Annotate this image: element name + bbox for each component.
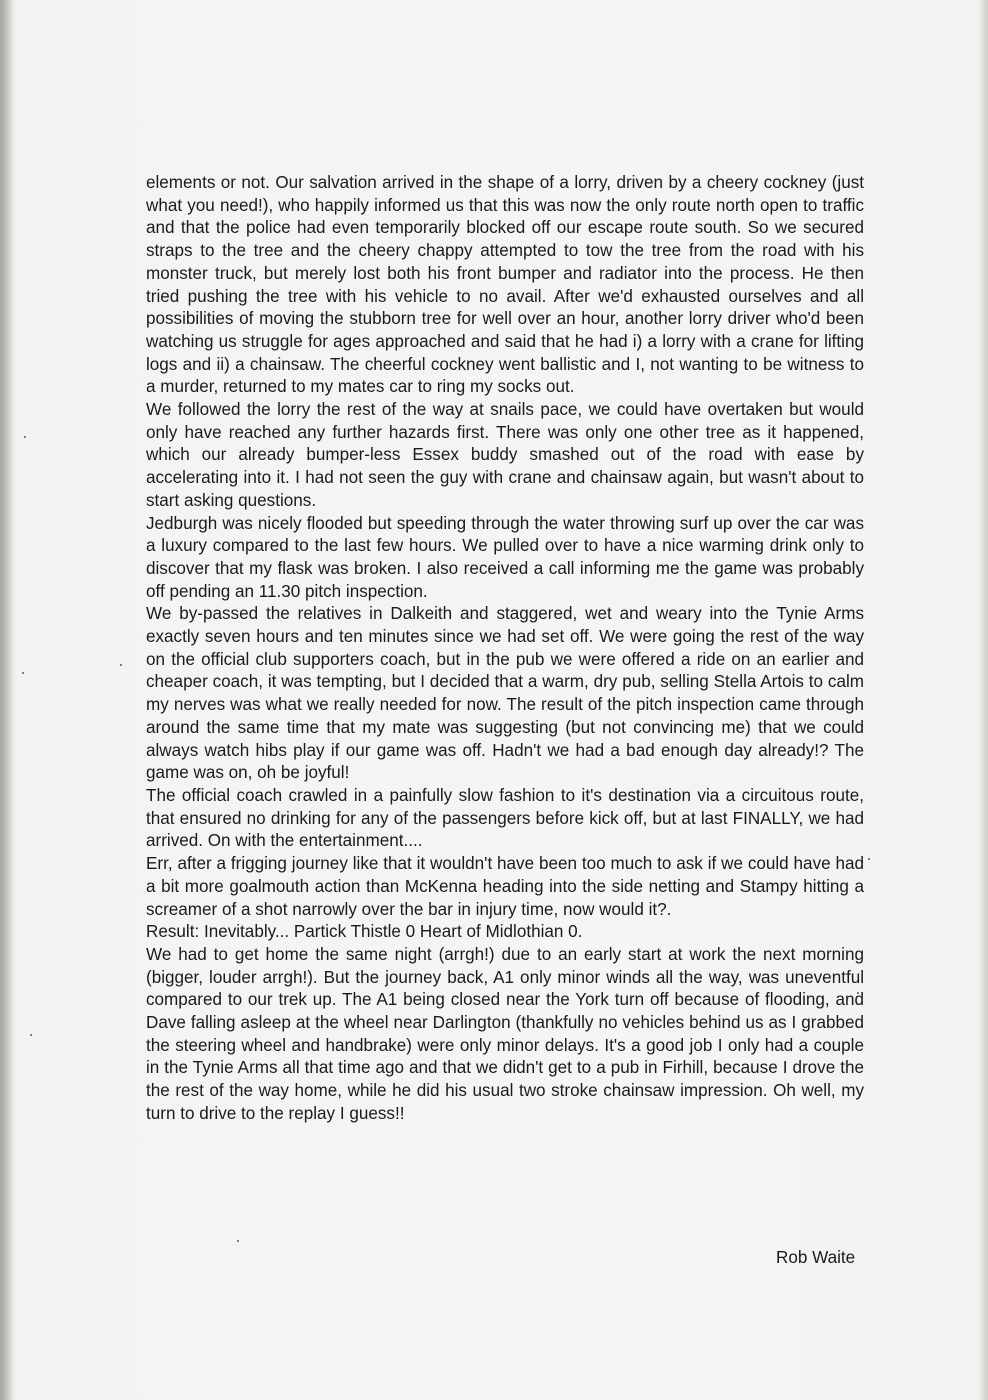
binding-shadow	[0, 0, 14, 1400]
paragraph: Jedburgh was nicely flooded but speeding through the water throwing surf up over the car was a luxury compared to the last few hours. We pulled over to have a nice warming drink only to discover that my flask was broken. I also received a call informing me the game was probably off pending an 11.30 pitch inspection.	[146, 513, 864, 601]
paragraph: elements or not. Our salvation arrived in the shape of a lorry, driven by a cheery cockney (just what you need!), who happily informed us that this was now the only route north open to traffic and that the police had even temporarily blocked off our escape route south. So we secured straps to the tree and the cheery chappy attempted to tow the tree from the road with his monster truck, but merely lost both his front bumper and radiator into the process. He then tried pushing the tree with his vehicle to no avail. After we'd exhausted ourselves and all possibilities of moving the stubborn tree for well over an hour, another lorry driver who'd been watching us struggle for ages approached and said that he had i) a lorry with a crane for lifting logs and ii) a chainsaw. The cheerful cockney went ballistic and I, not wanting to be witness to a murder, returned to my mates car to ring my socks out.	[146, 173, 864, 397]
speck	[30, 1034, 32, 1036]
paragraph: We followed the lorry the rest of the way at snails pace, we could have overtaken but would only have reached any further hazards first. There was only one other tree as it happened, which our already bumper-less Essex buddy smashed out of the road with ease by accelerating into it. I had not seen the guy with crane and chainsaw again, but wasn't about to start asking questions.	[146, 400, 864, 510]
paragraph: We had to get home the same night (arrgh!) due to an early start at work the next morning (bigger, louder arrgh!). But the journey back, A1 only minor winds all the way, was uneventful compared to our trek up. The A1 being closed near the York turn off because of flooding, and Dave falling asleep at the wheel near Darlington (thankfully no vehicles behind us as I grabbed the steering wheel and handbrake) were only minor delays. It's a good job I only had a couple in the Tynie Arms all that time ago and that we didn't get to a pub in Firhill, because I drove the the rest of the way home, while he did his usual two stroke chainsaw impression. Oh well, my turn to drive to the replay I guess!!	[146, 944, 864, 1123]
speck	[868, 858, 870, 860]
paragraph: The official coach crawled in a painfully slow fashion to it's destination via a circuitous route, that ensured no drinking for any of the passengers before kick off, but at last FINALLY, we had arrived. On with the entertainment....	[146, 785, 864, 851]
paragraph: Err, after a frigging journey like that it wouldn't have been too much to ask if we could have had a bit more goalmouth action than McKenna heading into the side netting and Stampy hitting a screamer of a shot narrowly over the bar in injury time, now would it?.	[146, 854, 864, 919]
speck	[24, 436, 26, 438]
article-body	[146, 172, 864, 1126]
speck	[237, 1240, 239, 1242]
author-signature: Rob Waite	[776, 1248, 856, 1267]
speck	[120, 664, 122, 666]
speck	[22, 672, 24, 674]
page-edge	[978, 0, 988, 1400]
paragraph: We by-passed the relatives in Dalkeith and staggered, wet and weary into the Tynie Arms exactly seven hours and ten minutes since we had set off. We were going the rest of the way on the official club supporters coach, but in the pub we were offered a ride on an earlier and cheaper coach, it was tempting, but I decided that a warm, dry pub, selling Stella Artois to calm my nerves was what we really needed for now. The result of the pitch inspection came through around the same time that my mate was suggesting (but not convincing me) that we could always watch hibs play if our game was off. Hadn't we had a bad enough day already!? The game was on, oh be joyful!	[146, 604, 864, 783]
paragraph: Result: Inevitably... Partick Thistle 0 Heart of Midlothian 0.	[146, 922, 583, 942]
